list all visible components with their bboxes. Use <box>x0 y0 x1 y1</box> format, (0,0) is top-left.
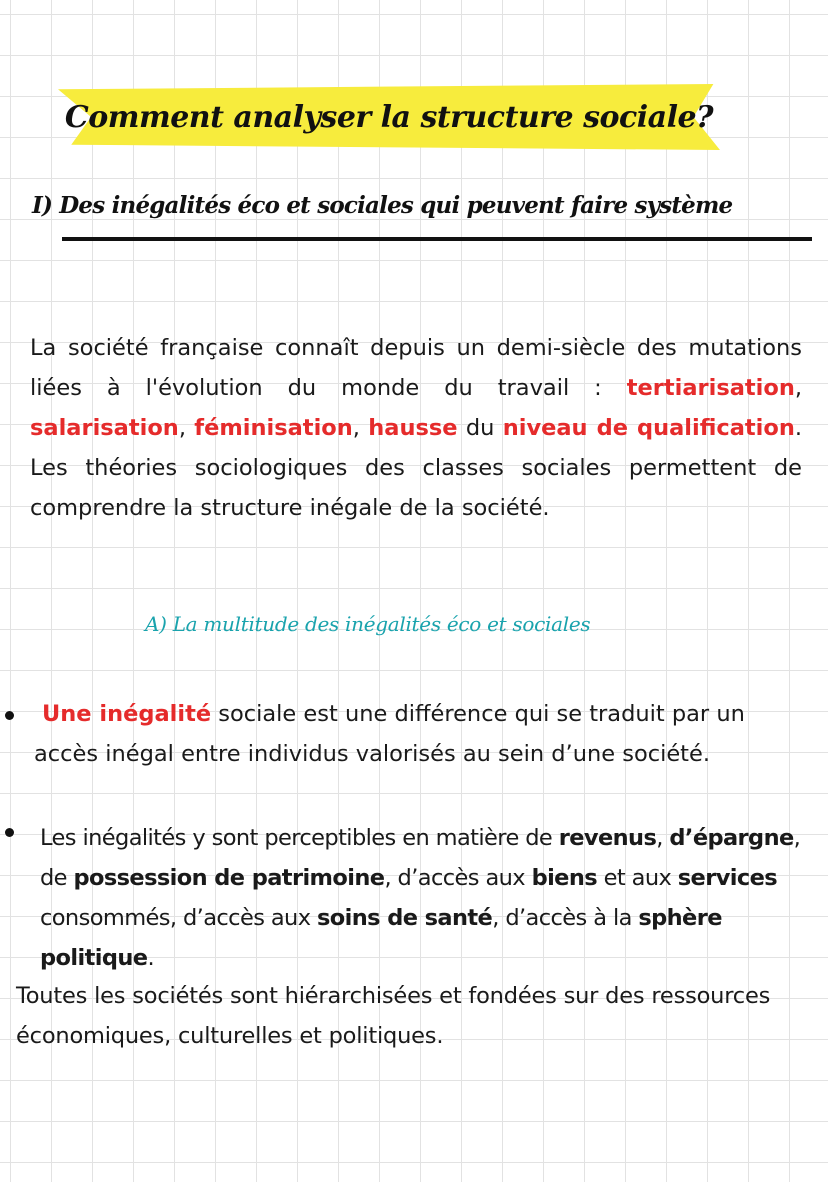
intro-text: . Les théories sociologiques des classes sociales permettent de comprendre la structure inégale de la société. <box>30 415 802 521</box>
bullet-text: et aux <box>597 865 678 891</box>
bullet-text: , de <box>40 825 801 891</box>
intro-text: La société française connaît depuis un demi-siècle des mutations liées à l'évolution du monde du travail : <box>30 335 802 401</box>
bullet-text: consommés, d’accès aux <box>40 905 317 931</box>
bullet-text: , d’accès aux <box>384 865 532 891</box>
keyword-sphere-politique: sphère politique <box>40 905 722 971</box>
keyword-revenus: revenus <box>558 825 657 851</box>
bullet-text: . <box>147 945 155 971</box>
bullet-text: , <box>656 825 670 851</box>
bullet-text: Les inégalités y sont perceptibles en matière de <box>40 825 559 851</box>
bullet-text: , d’accès à la <box>492 905 639 931</box>
keyword-une-inegalite: Une inégalité <box>42 701 212 727</box>
section-title: I) Des inégalités éco et sociales qui peuvent faire système <box>32 192 733 219</box>
keyword-niveau-qualification: niveau de qualification <box>502 415 795 441</box>
keyword-epargne: d’épargne <box>669 825 794 851</box>
closing-paragraph: Toutes les sociétés sont hiérarchisées et fondées sur des ressources économiques, culturelles et politiques. <box>16 983 771 1049</box>
keyword-biens: biens <box>531 865 598 891</box>
bullet-perceptibles <box>40 818 826 978</box>
intro-text: du <box>457 415 503 441</box>
intro-sep: , <box>178 415 195 441</box>
subsection-title: A) La multitude des inégalités éco et sociales <box>145 612 591 636</box>
intro-sep: , <box>794 375 802 401</box>
section-underline <box>62 237 812 241</box>
intro-sep: , <box>352 415 369 441</box>
bullet-inegalite <box>34 694 794 774</box>
keyword-feminisation: féminisation <box>194 415 353 441</box>
bullet-icon <box>5 828 14 837</box>
intro-paragraph <box>30 328 802 528</box>
keyword-hausse: hausse <box>368 415 458 441</box>
keyword-patrimoine: possession de patrimoine <box>73 865 385 891</box>
bullet-icon <box>5 711 14 720</box>
page-title: Comment analyser la structure sociale? <box>64 99 714 135</box>
bullet-text: sociale est une différence qui se traduit par un accès inégal entre individus valorisés au sein d’une société. <box>34 701 745 767</box>
keyword-salarisation: salarisation <box>30 415 179 441</box>
keyword-services: services <box>677 865 778 891</box>
keyword-tertiarisation: tertiarisation <box>626 375 795 401</box>
keyword-soins-sante: soins de santé <box>317 905 493 931</box>
